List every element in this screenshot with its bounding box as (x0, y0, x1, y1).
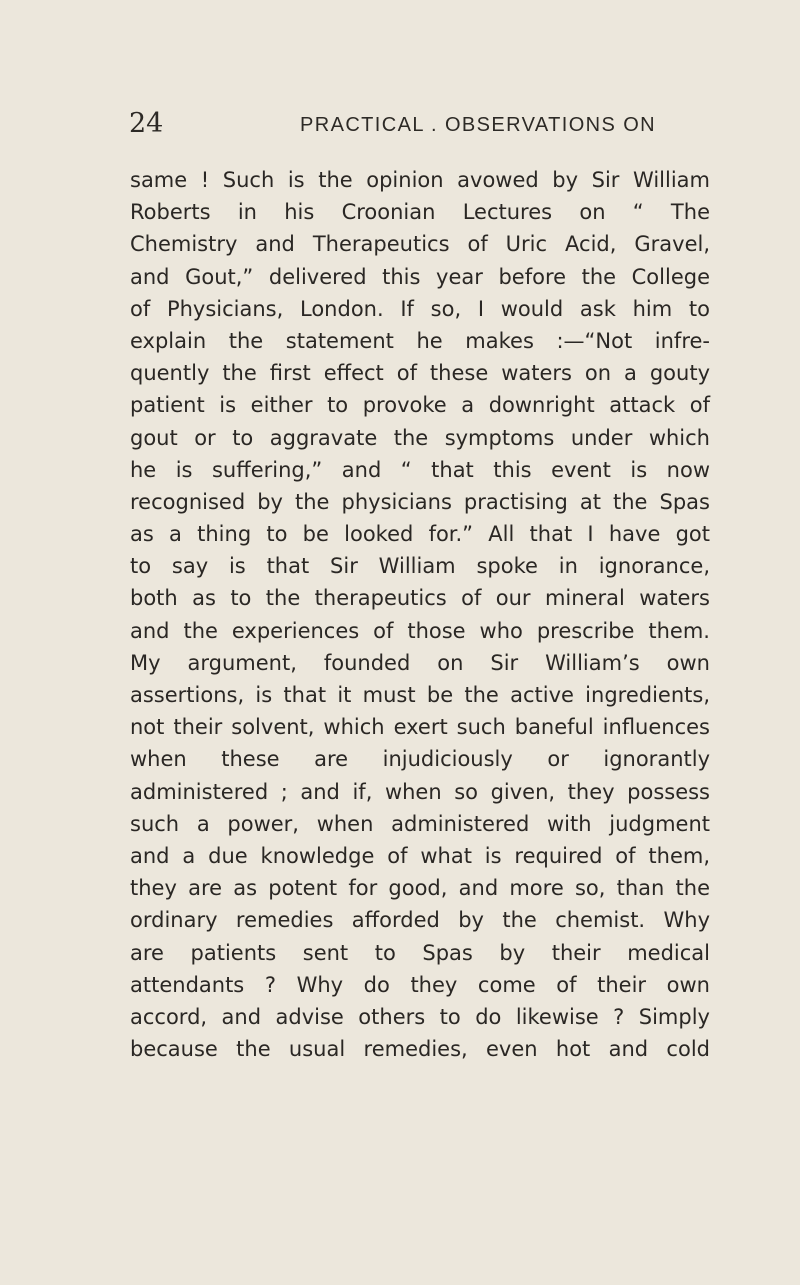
text-line: My argument, founded on Sir William’s own (130, 650, 710, 675)
text-line: and a due knowledge of what is required of them, (130, 843, 710, 868)
text-line: he is suffering,” and “ that this event is now (130, 457, 710, 482)
text-line: recognised by the physicians practising at the Spas (130, 489, 710, 514)
text-line: not their solvent, which exert such baneful influences (130, 715, 710, 740)
text-line: attendants ? Why do they come of their own (130, 972, 710, 997)
text-line: when these are injudiciously or ignorantly (130, 747, 710, 772)
text-line: are patients sent to Spas by their medical (130, 940, 710, 965)
text-line: administered ; and if, when so given, they possess (130, 779, 710, 804)
text-line: accord, and advise others to do likewise ? Simply (130, 1004, 710, 1029)
text-line: and the experiences of those who prescribe them. (130, 618, 710, 643)
text-line: as a thing to be looked for.” All that I have got (130, 522, 710, 547)
running-head: PRACTICAL . OBSERVATIONS ON (300, 114, 657, 136)
body-text (130, 164, 710, 1065)
text-line: both as to the therapeutics of our mineral waters (130, 586, 710, 611)
text-line: of Physicians, London. If so, I would ask him to (130, 296, 710, 321)
text-line: they are as potent for good, and more so, than the (130, 876, 710, 901)
text-line: Roberts in his Croonian Lectures on “ The (130, 200, 710, 225)
text-line: explain the statement he makes :—“Not infre- (130, 328, 710, 353)
text-line: to say is that Sir William spoke in ignorance, (130, 554, 710, 579)
text-line: because the usual remedies, even hot and cold (130, 1037, 710, 1062)
text-line: gout or to aggravate the symptoms under which (130, 425, 710, 450)
text-line: and Gout,” delivered this year before the College (130, 264, 710, 289)
text-line: same ! Such is the opinion avowed by Sir William (130, 168, 710, 192)
text-line: ordinary remedies afforded by the chemist. Why (130, 908, 710, 933)
text-line: such a power, when administered with judgment (130, 811, 710, 836)
text-line: assertions, is that it must be the active ingredients, (130, 683, 710, 707)
text-line: quently the first effect of these waters on a gouty (130, 361, 710, 386)
text-line: Chemistry and Therapeutics of Uric Acid, Gravel, (130, 232, 710, 257)
page-header (129, 108, 709, 142)
page-number: 24 (129, 108, 164, 139)
text-line: patient is either to provoke a downright attack of (130, 393, 710, 418)
